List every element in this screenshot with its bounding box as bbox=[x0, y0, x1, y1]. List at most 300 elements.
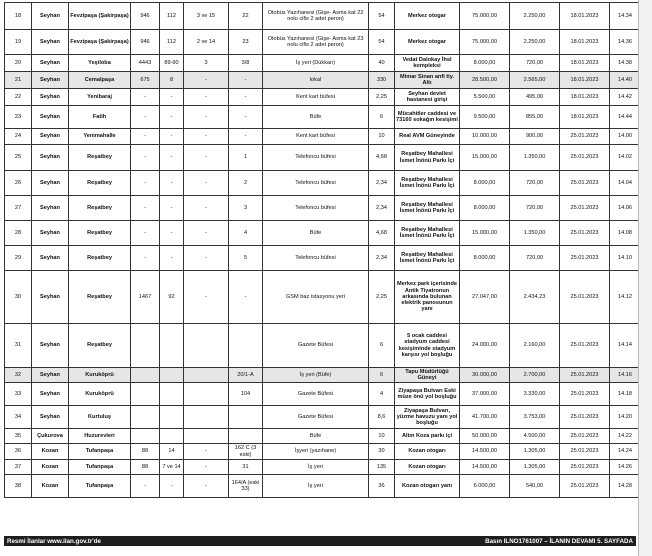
table-cell: 25.01.2023 bbox=[560, 383, 610, 406]
table-cell: GSM baz istasyonu yeri bbox=[263, 271, 369, 324]
table-cell: Kozan bbox=[32, 460, 69, 475]
table-cell: 4 bbox=[229, 221, 263, 246]
table-cell: - bbox=[131, 246, 160, 271]
table-cell: 32 bbox=[5, 368, 32, 383]
table-cell: Seyhan bbox=[32, 246, 69, 271]
table-cell bbox=[184, 324, 229, 368]
table-cell: lokal bbox=[263, 72, 369, 89]
table-cell: 31 bbox=[229, 460, 263, 475]
table-cell: - bbox=[131, 221, 160, 246]
table-cell: 1.305,00 bbox=[510, 444, 560, 460]
table-row bbox=[5, 271, 641, 324]
table-cell: - bbox=[184, 246, 229, 271]
table-cell: 15.000,00 bbox=[460, 221, 510, 246]
table-cell: 135 bbox=[369, 460, 395, 475]
table-cell: 9.500,00 bbox=[460, 106, 510, 129]
table-cell: 24 bbox=[5, 129, 32, 145]
table-cell: Fevzipaşa (Şakirpaşa) bbox=[69, 30, 131, 55]
table-cell: Telefoncu büfesi bbox=[263, 246, 369, 271]
table-cell: 20/1-A bbox=[229, 368, 263, 383]
table-cell: 40 bbox=[369, 55, 395, 72]
table-cell: 14.44 bbox=[610, 106, 641, 129]
table-cell bbox=[131, 324, 160, 368]
table-cell: 14.500,00 bbox=[460, 460, 510, 475]
notice-table-wrapper bbox=[4, 2, 636, 498]
table-cell: 3 bbox=[184, 55, 229, 72]
table-cell: 75.000,00 bbox=[460, 30, 510, 55]
table-cell: 15.000,00 bbox=[460, 145, 510, 171]
table-cell: 14.40 bbox=[610, 72, 641, 89]
table-cell: Seyhan bbox=[32, 383, 69, 406]
table-cell: Seyhan bbox=[32, 106, 69, 129]
table-cell: Seyhan bbox=[32, 72, 69, 89]
table-cell: Seyhan bbox=[32, 3, 69, 30]
table-cell: 5 ocak caddesi stadyum caddesi kesişiminde stadyum karşısı yol boşluğu bbox=[395, 324, 460, 368]
table-cell: 1.350,00 bbox=[510, 221, 560, 246]
table-row bbox=[5, 460, 641, 475]
table-cell: Real AVM Güneyinde bbox=[395, 129, 460, 145]
table-cell bbox=[160, 368, 184, 383]
table-cell: 28 bbox=[5, 221, 32, 246]
table-cell: Gazete Büfesi bbox=[263, 406, 369, 429]
table-cell bbox=[184, 383, 229, 406]
table-cell: Vedat Dalokay İhsl kompleksi bbox=[395, 55, 460, 72]
table-cell: 495,00 bbox=[510, 89, 560, 106]
table-cell: 14.22 bbox=[610, 429, 641, 444]
table-cell: 26 bbox=[5, 171, 32, 196]
table-cell: Seyhan devlet hastanesi girişi bbox=[395, 89, 460, 106]
table-cell: 162 C (3 eski) bbox=[229, 444, 263, 460]
table-cell: - bbox=[184, 72, 229, 89]
table-cell: - bbox=[131, 145, 160, 171]
table-cell: 540,00 bbox=[510, 475, 560, 498]
table-cell: 18.01.2023 bbox=[560, 3, 610, 30]
table-cell: 14.20 bbox=[610, 406, 641, 429]
table-cell bbox=[160, 324, 184, 368]
table-row bbox=[5, 145, 641, 171]
table-cell: 10 bbox=[369, 429, 395, 444]
table-cell bbox=[160, 429, 184, 444]
table-cell: 2,34 bbox=[369, 196, 395, 221]
table-cell: Otobüs Yazıhanesi (Gişe- Asma kat 23 nolu cifis 2 adet peron) bbox=[263, 30, 369, 55]
table-cell: 88 bbox=[131, 460, 160, 475]
table-cell: 1 bbox=[229, 145, 263, 171]
table-cell: 2.250,00 bbox=[510, 3, 560, 30]
table-cell: 50.000,00 bbox=[460, 429, 510, 444]
table-cell: 41.700,00 bbox=[460, 406, 510, 429]
table-cell: İş yeri bbox=[263, 460, 369, 475]
table-cell: Altın Koza parkı içi bbox=[395, 429, 460, 444]
table-cell: Mimar Sinan anfi tiy. Altı bbox=[395, 72, 460, 89]
table-cell: 37.000,00 bbox=[460, 383, 510, 406]
table-cell: - bbox=[131, 171, 160, 196]
table-cell: Tufanpaşa bbox=[69, 475, 131, 498]
table-cell: 3/8 bbox=[229, 55, 263, 72]
table-cell: 24.000,00 bbox=[460, 324, 510, 368]
table-row bbox=[5, 171, 641, 196]
table-cell: 946 bbox=[131, 30, 160, 55]
table-cell bbox=[131, 383, 160, 406]
table-cell: 14.42 bbox=[610, 89, 641, 106]
table-cell: 6.000,00 bbox=[460, 475, 510, 498]
table-cell: Cemalpaşa bbox=[69, 72, 131, 89]
table-cell: - bbox=[229, 106, 263, 129]
table-cell: 4 bbox=[369, 383, 395, 406]
table-cell: 720,00 bbox=[510, 171, 560, 196]
table-cell: 14.14 bbox=[610, 324, 641, 368]
table-cell: İşyeri (yazıhane) bbox=[263, 444, 369, 460]
table-cell: - bbox=[131, 106, 160, 129]
table-cell: - bbox=[131, 129, 160, 145]
page-edge-strip bbox=[638, 0, 652, 556]
table-cell: Seyhan bbox=[32, 30, 69, 55]
table-cell: 720,00 bbox=[510, 246, 560, 271]
table-cell: Kozan otogarı yanı bbox=[395, 475, 460, 498]
table-cell: Mücahitler caddesi ve 73160 sokağın kesişimi bbox=[395, 106, 460, 129]
table-cell: 18.01.2023 bbox=[560, 89, 610, 106]
table-cell: - bbox=[184, 196, 229, 221]
table-cell: - bbox=[131, 475, 160, 498]
table-cell: İş yeri bbox=[263, 475, 369, 498]
table-cell: Seyhan bbox=[32, 271, 69, 324]
table-cell: Kurtuluş bbox=[69, 406, 131, 429]
table-cell: 1467 bbox=[131, 271, 160, 324]
table-cell: 675 bbox=[131, 72, 160, 89]
table-cell: Kent kart büfesi bbox=[263, 89, 369, 106]
table-cell: 19 bbox=[5, 30, 32, 55]
table-cell: 14.02 bbox=[610, 145, 641, 171]
table-cell: 14.36 bbox=[610, 30, 641, 55]
table-cell: Kuruköprü bbox=[69, 383, 131, 406]
footer-right-text: Basın ILNO1761007 – İLANIN DEVAMI 5. SAYFADA bbox=[485, 537, 633, 545]
table-row bbox=[5, 72, 641, 89]
table-cell: Çukurova bbox=[32, 429, 69, 444]
table-cell: Seyhan bbox=[32, 89, 69, 106]
table-row bbox=[5, 429, 641, 444]
table-cell: Tapu Müdürlüğü Güneyi bbox=[395, 368, 460, 383]
table-cell: Merkez otogar bbox=[395, 30, 460, 55]
table-body bbox=[5, 3, 641, 498]
table-cell: 900,00 bbox=[510, 129, 560, 145]
table-cell: - bbox=[160, 475, 184, 498]
table-cell: 25.01.2023 bbox=[560, 368, 610, 383]
table-cell: Büfe bbox=[263, 429, 369, 444]
table-cell: - bbox=[184, 444, 229, 460]
table-cell: 164/A (eski 33) bbox=[229, 475, 263, 498]
table-row bbox=[5, 324, 641, 368]
table-cell: - bbox=[229, 129, 263, 145]
table-cell: 1.305,00 bbox=[510, 460, 560, 475]
table-cell: 14.34 bbox=[610, 3, 641, 30]
table-cell: - bbox=[184, 475, 229, 498]
table-cell: 25 bbox=[5, 145, 32, 171]
table-cell: Ziyapaşa Bulvarı Eski müze önü yol boşluğu bbox=[395, 383, 460, 406]
table-cell: 14 bbox=[160, 444, 184, 460]
table-cell bbox=[131, 368, 160, 383]
table-cell: 8,6 bbox=[369, 406, 395, 429]
table-row bbox=[5, 444, 641, 460]
table-cell: 14.16 bbox=[610, 368, 641, 383]
table-cell: Reşatbey Mahallesi İsmet İnönü Parkı İçi bbox=[395, 246, 460, 271]
table-cell bbox=[131, 429, 160, 444]
table-cell: - bbox=[184, 221, 229, 246]
table-cell: - bbox=[184, 171, 229, 196]
table-cell: 8 bbox=[160, 72, 184, 89]
table-cell: 2.160,00 bbox=[510, 324, 560, 368]
table-cell bbox=[160, 406, 184, 429]
table-cell: 2 bbox=[229, 171, 263, 196]
table-row bbox=[5, 129, 641, 145]
table-cell: 8.000,00 bbox=[460, 171, 510, 196]
table-cell: 14.10 bbox=[610, 246, 641, 271]
table-cell: 4443 bbox=[131, 55, 160, 72]
table-cell: 25.01.2023 bbox=[560, 475, 610, 498]
table-cell: Kozan otogarı bbox=[395, 460, 460, 475]
table-cell: 4,68 bbox=[369, 145, 395, 171]
table-cell: 2,34 bbox=[369, 246, 395, 271]
table-cell: 25.01.2023 bbox=[560, 129, 610, 145]
table-cell: 10 bbox=[369, 129, 395, 145]
table-cell: 2,34 bbox=[369, 171, 395, 196]
table-cell: 14.08 bbox=[610, 221, 641, 246]
table-row bbox=[5, 55, 641, 72]
table-cell: Kozan bbox=[32, 444, 69, 460]
table-cell: Kozan bbox=[32, 475, 69, 498]
table-cell: Seyhan bbox=[32, 145, 69, 171]
table-cell: Seyhan bbox=[32, 129, 69, 145]
table-cell: Kent kart büfesi bbox=[263, 129, 369, 145]
table-cell: 6 bbox=[369, 324, 395, 368]
table-cell: Büfe bbox=[263, 106, 369, 129]
table-cell: 75.000,00 bbox=[460, 3, 510, 30]
table-cell: 18.01.2023 bbox=[560, 72, 610, 89]
table-cell: 8.000,00 bbox=[460, 55, 510, 72]
table-cell: 10.000,00 bbox=[460, 129, 510, 145]
table-cell: - bbox=[160, 106, 184, 129]
table-cell: 7 ve 14 bbox=[160, 460, 184, 475]
table-cell: Gazete Büfesi bbox=[263, 324, 369, 368]
table-cell: 2.434,23 bbox=[510, 271, 560, 324]
table-cell: - bbox=[160, 129, 184, 145]
table-cell: 23 bbox=[229, 30, 263, 55]
table-cell: - bbox=[131, 89, 160, 106]
notice-table bbox=[4, 2, 641, 498]
table-cell: 104 bbox=[229, 383, 263, 406]
table-cell: 18 bbox=[5, 3, 32, 30]
table-cell: 14.18 bbox=[610, 383, 641, 406]
table-cell: 6 bbox=[369, 106, 395, 129]
table-cell: 38 bbox=[5, 475, 32, 498]
table-cell: 14.28 bbox=[610, 475, 641, 498]
table-cell: 1.350,00 bbox=[510, 145, 560, 171]
table-cell: 855,00 bbox=[510, 106, 560, 129]
table-cell: 30 bbox=[5, 271, 32, 324]
table-cell: 25.01.2023 bbox=[560, 246, 610, 271]
table-cell: Yenibaraj bbox=[69, 89, 131, 106]
table-cell: 14.38 bbox=[610, 55, 641, 72]
footer-bar bbox=[4, 536, 636, 546]
table-cell: Fevzipaşa (Şakirpaşa) bbox=[69, 3, 131, 30]
table-cell: Reşatbey Mahallesi İsmet İnönü Parkı İçi bbox=[395, 196, 460, 221]
table-cell: 5 bbox=[229, 246, 263, 271]
table-cell: 37 bbox=[5, 460, 32, 475]
table-cell: 33 bbox=[5, 383, 32, 406]
table-cell: 3.753,00 bbox=[510, 406, 560, 429]
table-row bbox=[5, 89, 641, 106]
table-cell: 2.250,00 bbox=[510, 30, 560, 55]
table-cell: Reşatbey bbox=[69, 246, 131, 271]
table-cell: 27 bbox=[5, 196, 32, 221]
table-cell: 25.01.2023 bbox=[560, 145, 610, 171]
table-cell: 20 bbox=[5, 55, 32, 72]
table-cell: 34 bbox=[5, 406, 32, 429]
table-cell: Merkez park içerisinde Antik Tiyatronun arkasında bulunan elektrik panosunun yanı bbox=[395, 271, 460, 324]
table-cell: - bbox=[184, 89, 229, 106]
table-row bbox=[5, 3, 641, 30]
table-cell: Yenimahalle bbox=[69, 129, 131, 145]
table-cell bbox=[160, 383, 184, 406]
table-cell: - bbox=[184, 106, 229, 129]
table-cell: 25.01.2023 bbox=[560, 324, 610, 368]
table-row bbox=[5, 30, 641, 55]
table-cell: 14.00 bbox=[610, 129, 641, 145]
table-cell: Gazete Büfesi bbox=[263, 383, 369, 406]
table-cell bbox=[184, 406, 229, 429]
table-cell: 88 bbox=[131, 444, 160, 460]
table-cell: - bbox=[160, 89, 184, 106]
table-cell: 25.01.2023 bbox=[560, 196, 610, 221]
table-cell: Seyhan bbox=[32, 368, 69, 383]
table-cell bbox=[229, 406, 263, 429]
table-cell: 720,00 bbox=[510, 196, 560, 221]
table-cell: Ziyapaşa Bulvarı, yüzme havuzu yanı yol boşluğu bbox=[395, 406, 460, 429]
table-cell: - bbox=[184, 460, 229, 475]
table-cell: 18.01.2023 bbox=[560, 55, 610, 72]
table-cell: 14.26 bbox=[610, 460, 641, 475]
table-cell: Kuruköprü bbox=[69, 368, 131, 383]
table-cell: 8.000,00 bbox=[460, 246, 510, 271]
table-cell: 92 bbox=[160, 271, 184, 324]
table-cell: 14.12 bbox=[610, 271, 641, 324]
footer-left-text: Resmi İlanlar www.ilan.gov.tr'de bbox=[7, 537, 101, 545]
table-cell: 28.500,00 bbox=[460, 72, 510, 89]
table-cell: 112 bbox=[160, 3, 184, 30]
table-cell: 330 bbox=[369, 72, 395, 89]
table-cell: 25.01.2023 bbox=[560, 271, 610, 324]
table-cell: Seyhan bbox=[32, 196, 69, 221]
table-cell: 25.01.2023 bbox=[560, 406, 610, 429]
table-cell: 2,25 bbox=[369, 271, 395, 324]
table-cell: 14.500,00 bbox=[460, 444, 510, 460]
table-cell: - bbox=[184, 129, 229, 145]
table-cell: - bbox=[184, 145, 229, 171]
table-cell: Seyhan bbox=[32, 324, 69, 368]
table-cell: Tufanpaşa bbox=[69, 460, 131, 475]
table-cell: İş yeri (Dükkan) bbox=[263, 55, 369, 72]
table-cell: 946 bbox=[131, 3, 160, 30]
table-row bbox=[5, 368, 641, 383]
table-cell: 21 bbox=[5, 72, 32, 89]
table-cell: Seyhan bbox=[32, 55, 69, 72]
table-cell bbox=[184, 429, 229, 444]
table-cell: 5.500,00 bbox=[460, 89, 510, 106]
table-cell: Otobüs Yazıhanesi (Gişe- Asma kat 22 nolu cifis 2 adet peron) bbox=[263, 3, 369, 30]
table-cell: 25.01.2023 bbox=[560, 429, 610, 444]
table-cell: Reşatbey Mahallesi İsmet İnönü Parkı İçi bbox=[395, 145, 460, 171]
table-cell: 22 bbox=[5, 89, 32, 106]
table-cell: - bbox=[160, 171, 184, 196]
table-cell: 2 ve 14 bbox=[184, 30, 229, 55]
table-cell: Kozan otogarı bbox=[395, 444, 460, 460]
table-cell: 14.24 bbox=[610, 444, 641, 460]
table-cell: Reşatbey bbox=[69, 171, 131, 196]
table-cell: Büfe bbox=[263, 221, 369, 246]
table-cell: 29 bbox=[5, 246, 32, 271]
table-cell: Seyhan bbox=[32, 406, 69, 429]
table-cell: 2.565,00 bbox=[510, 72, 560, 89]
table-cell: Seyhan bbox=[32, 221, 69, 246]
table-cell: Reşatbey bbox=[69, 221, 131, 246]
table-cell: Reşatbey Mahallesi İsmet İnönü Parkı İçi bbox=[395, 171, 460, 196]
table-cell: Seyhan bbox=[32, 171, 69, 196]
table-cell: - bbox=[160, 145, 184, 171]
table-cell: 8.000,00 bbox=[460, 196, 510, 221]
table-cell: Yeşiloba bbox=[69, 55, 131, 72]
table-cell: Fatih bbox=[69, 106, 131, 129]
table-cell: - bbox=[160, 221, 184, 246]
table-cell: 18.01.2023 bbox=[560, 106, 610, 129]
table-cell: 25.01.2023 bbox=[560, 444, 610, 460]
table-cell: 3 ve 15 bbox=[184, 3, 229, 30]
table-cell bbox=[229, 324, 263, 368]
table-cell: 36 bbox=[369, 475, 395, 498]
table-row bbox=[5, 475, 641, 498]
table-cell: 4.500,00 bbox=[510, 429, 560, 444]
table-row bbox=[5, 196, 641, 221]
table-cell: 25.01.2023 bbox=[560, 460, 610, 475]
table-row bbox=[5, 246, 641, 271]
table-cell: 2,25 bbox=[369, 89, 395, 106]
table-cell bbox=[131, 406, 160, 429]
table-cell: 4,68 bbox=[369, 221, 395, 246]
table-cell: 25.01.2023 bbox=[560, 221, 610, 246]
table-cell: - bbox=[229, 89, 263, 106]
table-cell: Reşatbey Mahallesi İsmet İnönü Parkı İçi bbox=[395, 221, 460, 246]
table-cell: Huzurevleri bbox=[69, 429, 131, 444]
table-cell bbox=[229, 429, 263, 444]
table-cell: - bbox=[131, 196, 160, 221]
table-cell: 14.06 bbox=[610, 196, 641, 221]
table-cell: 720,00 bbox=[510, 55, 560, 72]
table-cell: 2.700,00 bbox=[510, 368, 560, 383]
table-cell: 54 bbox=[369, 3, 395, 30]
table-cell: İş yeri (Büfe) bbox=[263, 368, 369, 383]
table-cell: 3.330,00 bbox=[510, 383, 560, 406]
table-cell: 30.000,00 bbox=[460, 368, 510, 383]
table-cell: 3 bbox=[229, 196, 263, 221]
table-cell: - bbox=[229, 72, 263, 89]
table-cell: - bbox=[184, 271, 229, 324]
table-cell: Telefoncu büfesi bbox=[263, 171, 369, 196]
table-cell: Reşatbey bbox=[69, 145, 131, 171]
table-row bbox=[5, 406, 641, 429]
table-cell: 14.04 bbox=[610, 171, 641, 196]
table-cell: Reşatbey bbox=[69, 324, 131, 368]
table-cell: - bbox=[229, 271, 263, 324]
table-cell: Telefoncu büfesi bbox=[263, 145, 369, 171]
table-cell: 18.01.2023 bbox=[560, 30, 610, 55]
table-cell bbox=[184, 368, 229, 383]
